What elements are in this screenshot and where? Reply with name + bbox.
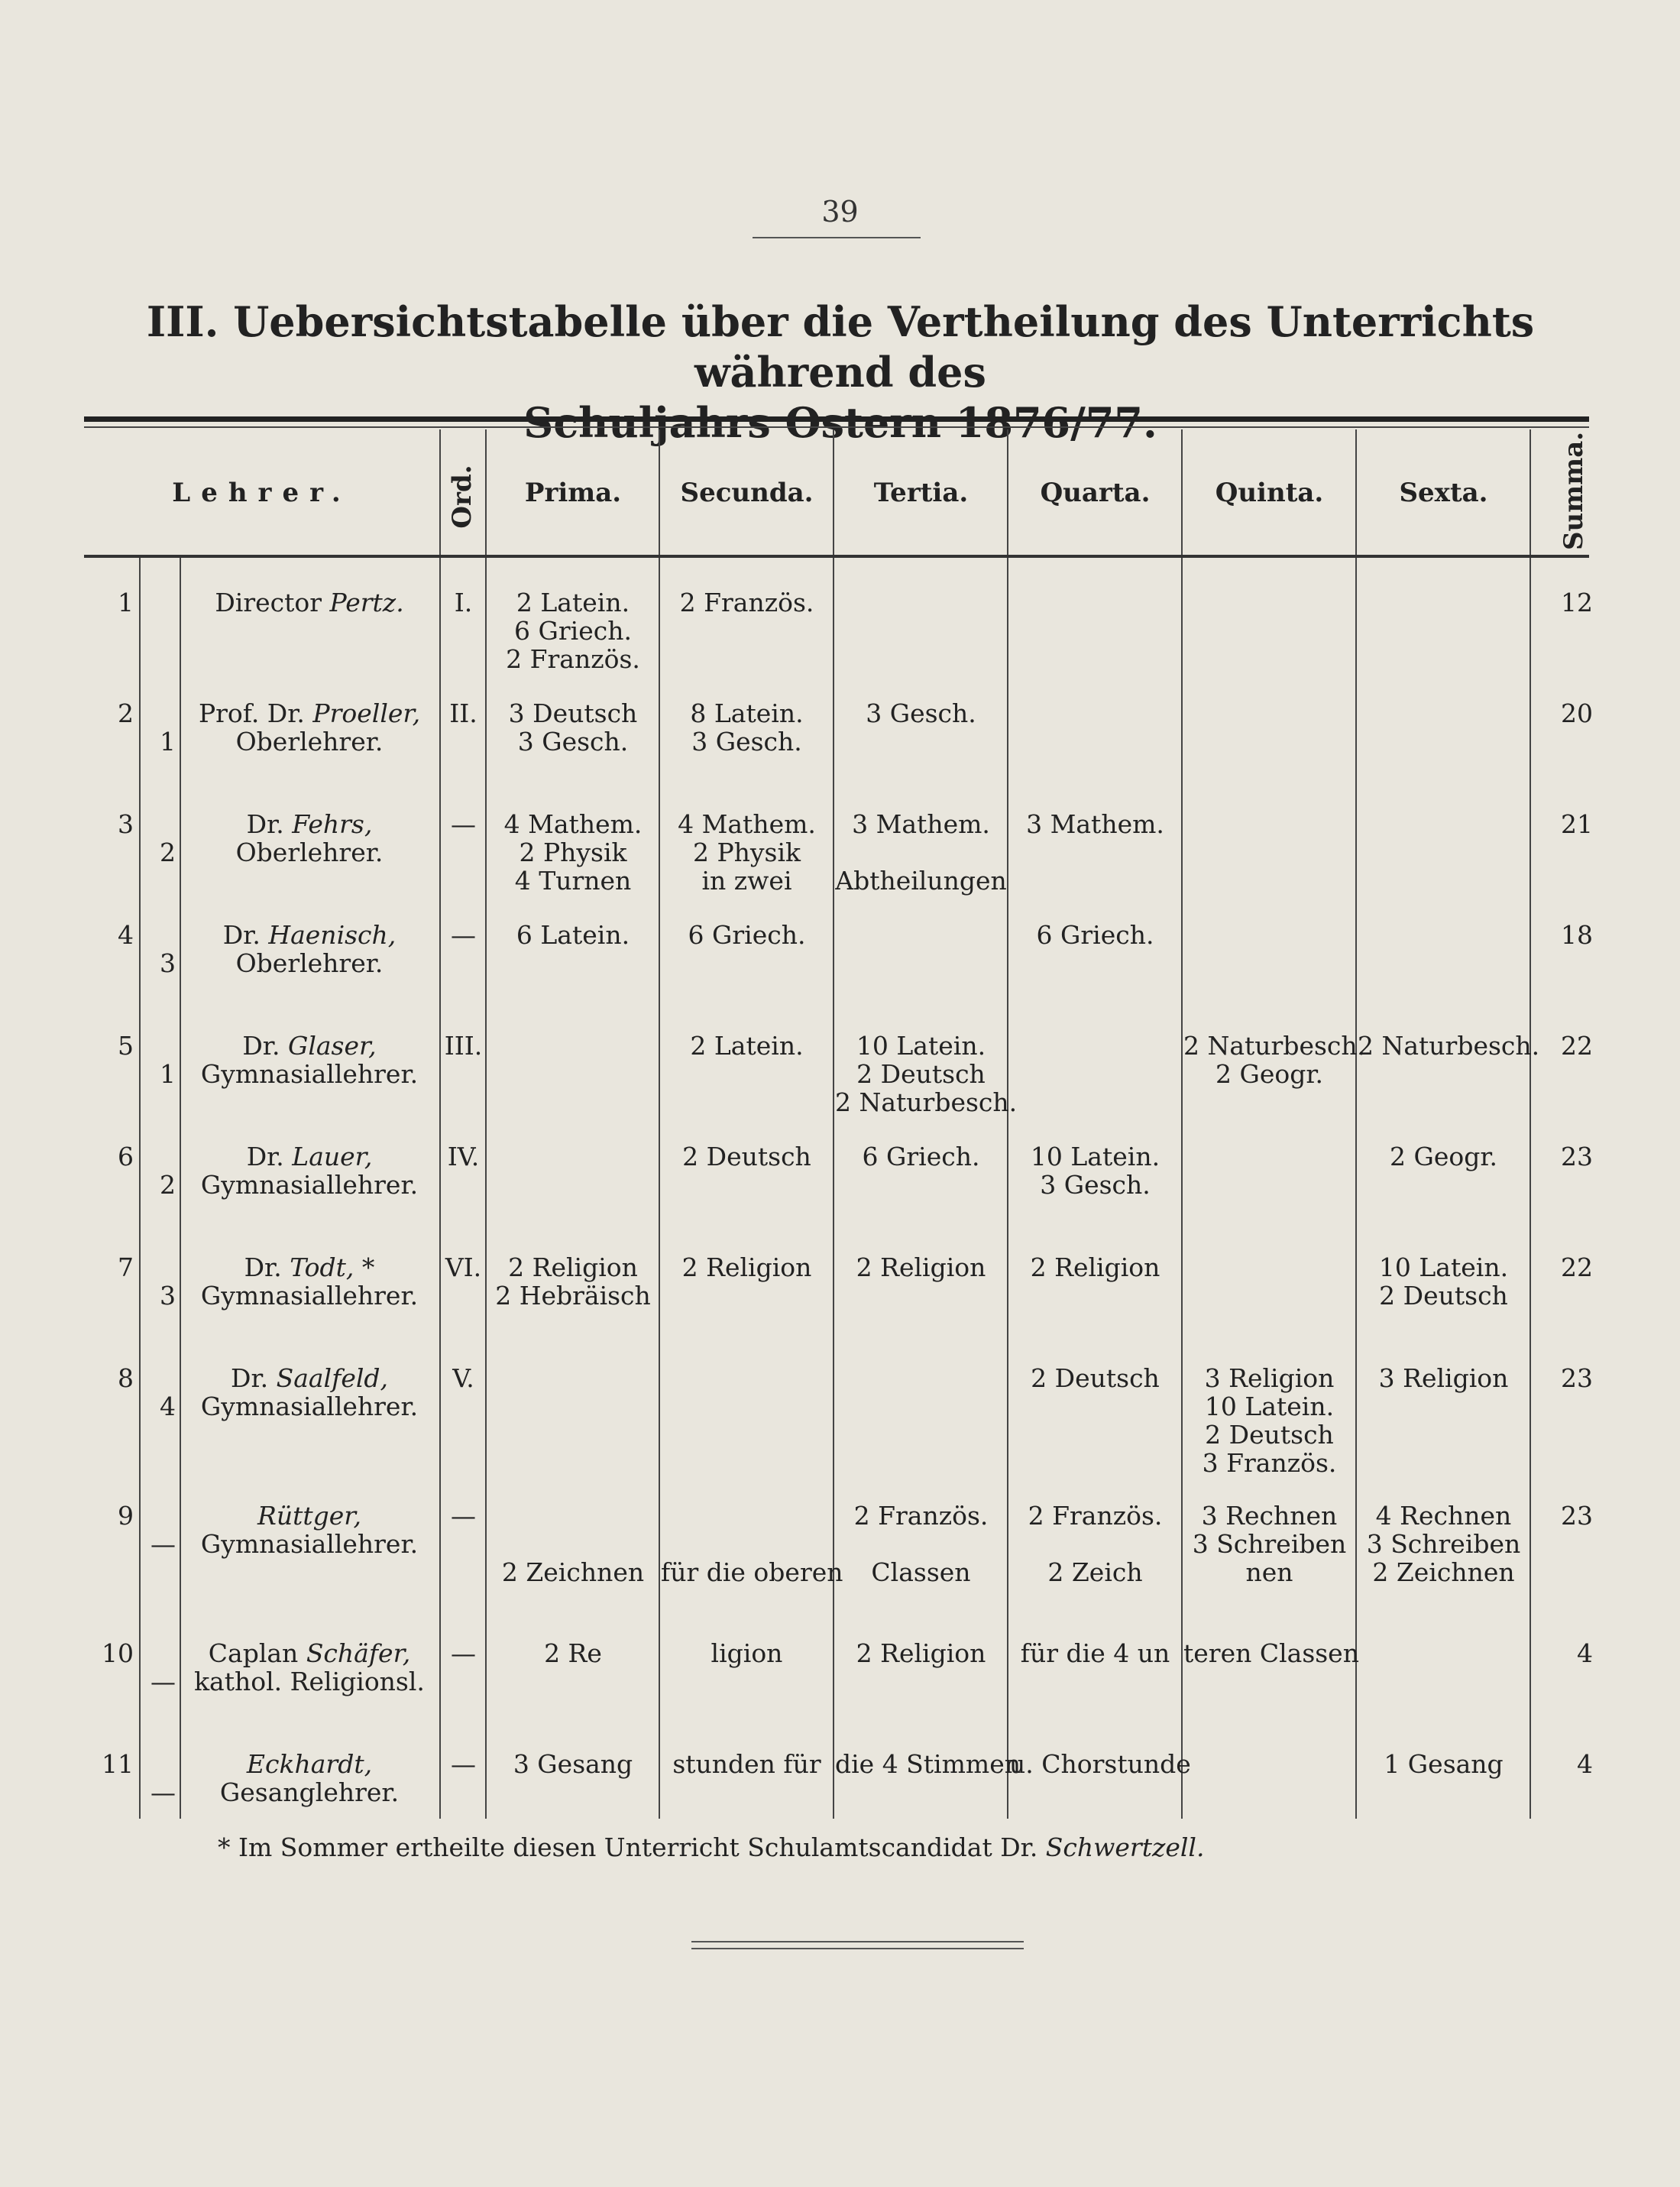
prima-entry: 3 Deutsch [508,698,638,728]
secunda-entry: 2 Latein. [690,1031,804,1061]
ord-class: — [451,809,476,839]
secunda-entry: 2 Französ. [679,588,814,617]
row-number: 2 [118,698,134,728]
body-column-rule [659,558,660,1819]
row-number: 6 [118,1142,134,1171]
teacher-name [180,588,439,617]
teacher-name [180,699,439,756]
header-column-rule [1181,429,1183,555]
tertia-entry: 2 Naturbesch. [835,1087,1018,1117]
tertia-entry: 2 Religion [856,1252,986,1282]
row-sub-number: 2 [160,838,176,867]
ord-class: III. [444,1031,483,1061]
quinta-entry: teren Classen [1183,1638,1359,1668]
prima-entry: 2 Zeichnen [501,1557,645,1587]
teacher-title: Gymnasiallehrer. [200,1529,419,1559]
header-column-rule [1529,429,1531,555]
prima-entry: 2 Latein. [516,588,630,617]
secunda-entry: 2 Deutsch [682,1142,811,1171]
body-column-rule [485,558,487,1819]
teacher-name [180,810,439,867]
row-number: 5 [118,1031,134,1061]
teacher-name-line [180,588,439,617]
quinta-entry: 3 Rechnen [1201,1501,1338,1531]
teacher-title: Oberlehrer. [235,727,384,757]
row-number: 10 [102,1638,134,1668]
body-column-rule [833,558,834,1819]
row-sub-number: — [151,1777,176,1807]
table-header-rule [84,555,1589,558]
teacher-title: Gymnasiallehrer. [200,1281,419,1311]
footnote-marker: * [354,1252,375,1282]
row-sub-number: 1 [160,1059,176,1089]
prima-entry: 2 Re [544,1638,602,1668]
sexta-entry: 2 Zeichnen [1372,1557,1515,1587]
teacher-name [180,1364,439,1421]
quarta-entry: u. Chorstunde [1009,1749,1191,1779]
quinta-entry: nen [1245,1557,1293,1587]
teacher-name-line [180,1639,439,1667]
quinta-entry: 10 Latein. [1204,1392,1335,1421]
quarta-entry: 10 Latein. [1030,1142,1160,1171]
teacher-prefix: Dr. [242,1031,280,1061]
teacher-name-line [180,699,439,727]
body-column-rule [1181,558,1183,1819]
teacher-name [180,1639,439,1696]
bottom-rule-2 [691,1948,1024,1949]
tertia-entry: 2 Deutsch [856,1059,986,1089]
ord-class: V. [452,1363,474,1393]
teacher-title: Gymnasiallehrer. [200,1392,419,1421]
teacher-name [180,1032,439,1088]
prima-entry: 6 Griech. [514,616,632,646]
footnote [218,1832,1204,1862]
quarta-entry: 2 Zeich [1047,1557,1143,1587]
teacher-prefix: Dr. [244,1252,282,1282]
secunda-entry: 6 Griech. [688,920,806,950]
prima-entry: 2 Französ. [506,644,640,674]
tertia-entry: 2 Französ. [853,1501,989,1531]
teacher-prefix: Dr. [246,809,284,839]
quinta-entry: 3 Französ. [1202,1448,1337,1478]
teacher-surname: Saalfeld, [276,1363,389,1393]
header-column-rule [485,429,487,555]
row-sub-number: 1 [160,727,176,757]
summa-value: 23 [1561,1142,1593,1171]
teacher-prefix: Dr. [246,1142,284,1171]
secunda-entry: in zwei [701,866,792,896]
teacher-title: Gymnasiallehrer. [200,1059,419,1089]
row-sub-number: 3 [160,1281,176,1311]
sexta-entry: 1 Gesang [1384,1749,1504,1779]
quarta-entry: 6 Griech. [1036,920,1154,950]
header-column-rule [833,429,834,555]
teacher-name-line [180,1032,439,1060]
body-column-rule [1529,558,1531,1819]
teacher-name-line [180,1502,439,1530]
row-sub-number: 3 [160,948,176,978]
header-lehrer: Lehrer. [172,478,351,508]
prima-entry: 3 Gesch. [517,727,629,757]
summa-value: 12 [1561,588,1593,617]
tertia-entry: 2 Religion [856,1638,986,1668]
prima-entry: 2 Physik [519,838,627,867]
teacher-name-line [180,921,439,949]
teacher-title: Oberlehrer. [235,948,384,978]
tertia-entry: Classen [871,1557,971,1587]
prima-entry: 4 Turnen [514,866,632,896]
summa-value: 18 [1561,920,1593,950]
sexta-entry: 2 Deutsch [1379,1281,1508,1311]
teacher-title: Gesanglehrer. [219,1777,400,1807]
secunda-entry: 2 Physik [692,838,801,867]
header-ord: Ord. [447,465,477,529]
ord-class: I. [454,588,473,617]
summa-value: 21 [1561,809,1593,839]
tertia-entry: 3 Gesch. [866,698,976,728]
secunda-entry: 3 Gesch. [691,727,802,757]
teacher-name [180,1750,439,1806]
header-column-rule [439,429,441,555]
teacher-surname: Proeller, [312,698,421,728]
teacher-title: kathol. Religionsl. [194,1667,425,1696]
teacher-prefix: Dr. [222,920,261,950]
teacher-surname: Glaser, [287,1031,377,1061]
teacher-surname: Pertz. [329,588,404,617]
tertia-entry: 10 Latein. [856,1031,986,1061]
tertia-entry: 3 Mathem. [852,809,990,839]
page-title [84,296,1597,448]
row-sub-number: 4 [160,1392,176,1421]
sexta-entry: 3 Schreiben [1366,1529,1521,1559]
ord-class: IV. [447,1142,480,1171]
ord-class: VI. [445,1252,482,1282]
summa-value: 4 [1577,1638,1593,1668]
header-sexta: Sexta. [1399,478,1488,508]
body-column-rule [1355,558,1357,1819]
summa-value: 20 [1561,698,1593,728]
teacher-name [180,921,439,977]
prima-entry: 4 Mathem. [503,809,643,839]
sexta-entry: 3 Religion [1378,1363,1509,1393]
row-number: 4 [118,920,134,950]
header-tertia: Tertia. [873,478,969,508]
teacher-surname: Haenisch, [268,920,397,950]
teacher-name-line [180,1142,439,1171]
ord-class: II. [449,698,477,728]
row-number: 8 [118,1363,134,1393]
header-column-rule [659,429,660,555]
quarta-entry: 2 Religion [1030,1252,1160,1282]
footnote-name: Schwertzell. [1045,1832,1205,1862]
teacher-surname: Schäfer, [306,1638,411,1668]
body-column-rule [439,558,441,1819]
row-sub-number: — [151,1667,176,1696]
secunda-entry: 8 Latein. [690,698,804,728]
row-number: 11 [102,1749,134,1779]
title-line-1: III. Uebersichtstabelle über die Vertheilung des Unterrichts während des [146,297,1535,397]
summa-value: 4 [1577,1749,1593,1779]
quinta-entry: 3 Religion [1204,1363,1335,1393]
teacher-surname: Todt, [290,1252,354,1282]
tertia-entry: 6 Griech. [862,1142,980,1171]
prima-entry: 3 Gesang [513,1749,633,1779]
teacher-name-line [180,1364,439,1392]
body-column-rule [1007,558,1008,1819]
quarta-entry: 3 Mathem. [1026,809,1164,839]
teacher-name-line [180,1750,439,1778]
tertia-entry: Abtheilungen [835,866,1007,896]
bottom-rule-1 [691,1941,1024,1942]
header-quarta: Quarta. [1040,478,1151,508]
teacher-prefix: Caplan [208,1638,299,1668]
secunda-entry: 4 Mathem. [678,809,816,839]
teacher-title: Oberlehrer. [235,838,384,867]
secunda-entry: 2 Religion [681,1252,812,1282]
footnote-text: * Im Sommer ertheilte diesen Unterricht Schulamtscandidat Dr. [218,1832,1046,1862]
secunda-entry: ligion [711,1638,783,1668]
tertia-entry: die 4 Stimmen [835,1749,1021,1779]
teacher-surname: Eckhardt, [246,1749,373,1779]
summa-value: 22 [1561,1031,1593,1061]
secunda-entry: für die oberen [661,1557,843,1587]
summa-value: 22 [1561,1252,1593,1282]
teacher-name [180,1502,439,1558]
sexta-entry: 2 Naturbesch. [1358,1031,1540,1061]
header-column-rule [1355,429,1357,555]
sexta-entry: 10 Latein. [1378,1252,1509,1282]
ord-class: — [451,1749,476,1779]
header-summa: Summa. [1559,431,1589,550]
teacher-surname: Lauer, [292,1142,373,1171]
header-quinta: Quinta. [1215,478,1324,508]
quarta-entry: 2 Deutsch [1031,1363,1160,1393]
teacher-name [180,1142,439,1199]
prima-entry: 2 Religion [508,1252,638,1282]
quinta-entry: 2 Deutsch [1205,1420,1334,1450]
teacher-name-line [180,810,439,838]
ord-class: — [451,1638,476,1668]
row-number: 3 [118,809,134,839]
page-number-rule [753,237,921,238]
teacher-prefix: Dr. [230,1363,269,1393]
secunda-entry: stunden für [672,1749,821,1779]
ord-class: — [451,920,476,950]
prima-entry: 6 Latein. [516,920,630,950]
ord-class: — [451,1501,476,1531]
table-top-thick-rule [84,416,1589,422]
teacher-name-line [180,1253,439,1281]
quinta-entry: 2 Naturbesch. [1183,1031,1366,1061]
row-number: 9 [118,1501,134,1531]
quarta-entry: 3 Gesch. [1040,1170,1151,1200]
quarta-entry: 2 Französ. [1028,1501,1163,1531]
row-sub-number: 2 [160,1170,176,1200]
table-top-thin-rule [84,426,1589,428]
teacher-surname: Rüttger, [257,1501,361,1531]
header-column-rule [1007,429,1008,555]
row-sub-number: — [151,1529,176,1559]
page-number: 39 [821,195,859,228]
quinta-entry: 3 Schreiben [1192,1529,1347,1559]
quarta-entry: für die 4 un [1020,1638,1170,1668]
header-secunda: Secunda. [680,478,814,508]
teacher-title: Gymnasiallehrer. [200,1170,419,1200]
quinta-entry: 2 Geogr. [1215,1059,1323,1089]
teacher-prefix: Director [215,588,322,617]
title-line-2: Schuljahrs Ostern 1876/77. [523,398,1157,447]
sexta-entry: 2 Geogr. [1389,1142,1497,1171]
summa-value: 23 [1561,1363,1593,1393]
teacher-prefix: Prof. Dr. [198,698,305,728]
row-number: 7 [118,1252,134,1282]
summa-value: 23 [1561,1501,1593,1531]
prima-entry: 2 Hebräisch [495,1281,651,1311]
teacher-name [180,1253,439,1310]
row-number: 1 [118,588,134,617]
sexta-entry: 4 Rechnen [1375,1501,1512,1531]
teacher-surname: Fehrs, [292,809,373,839]
header-prima: Prima. [524,478,622,508]
